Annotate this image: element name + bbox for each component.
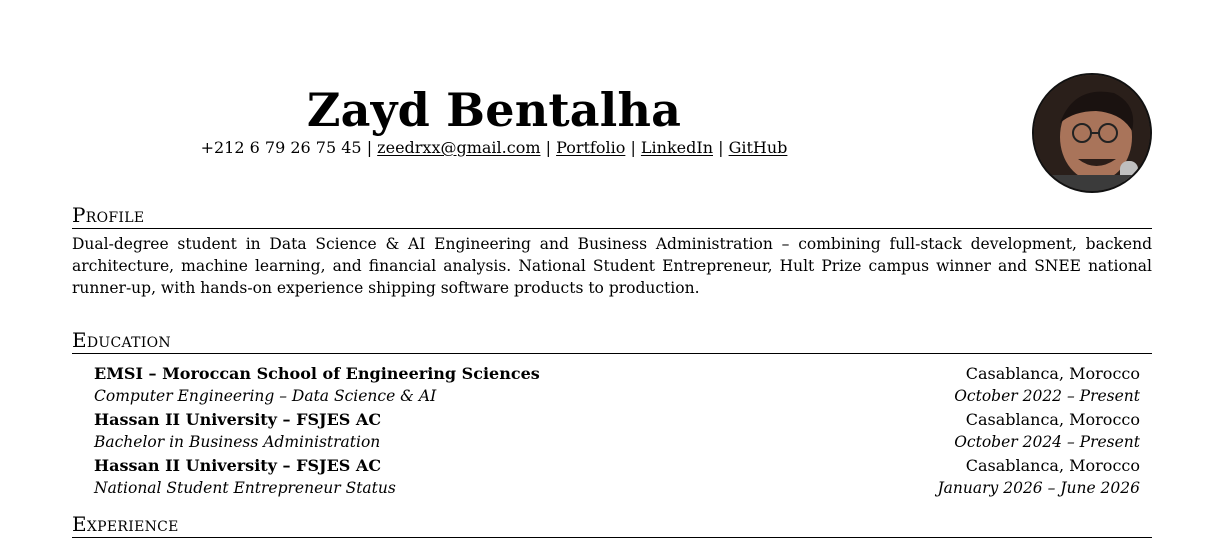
- education-section: [72, 328, 1152, 500]
- candidate-name: Zayd Bentalha: [306, 83, 682, 137]
- phone-number: +212 6 79 26 75 45: [200, 137, 362, 157]
- portfolio-link[interactable]: Portfolio: [556, 137, 626, 157]
- linkedin-link[interactable]: LinkedIn: [640, 137, 713, 157]
- section-title-profile: Profile: [72, 203, 1152, 229]
- school-name: EMSI – Moroccan School of Engineering Sciences: [94, 364, 540, 383]
- education-entry: [94, 362, 1140, 385]
- profile-section: [72, 203, 1152, 299]
- separator: |: [366, 137, 373, 157]
- contact-line: [0, 138, 988, 158]
- education-detail: [94, 477, 1140, 500]
- separator: |: [630, 137, 636, 157]
- school-location: Casablanca, Morocco: [965, 456, 1140, 475]
- email-link[interactable]: zeedrxx@gmail.com: [377, 137, 541, 157]
- degree-name: National Student Entrepreneur Status: [94, 479, 396, 497]
- degree-name: Computer Engineering – Data Science & AI: [94, 387, 437, 405]
- portrait-image: [1034, 75, 1150, 191]
- section-title-education: Education: [72, 328, 1152, 354]
- education-entry: [94, 408, 1140, 431]
- education-entry: [94, 454, 1140, 477]
- separator: |: [545, 137, 551, 157]
- section-title-experience: Experience: [72, 512, 1152, 538]
- school-location: Casablanca, Morocco: [965, 364, 1140, 383]
- school-location: Casablanca, Morocco: [965, 410, 1140, 429]
- study-dates: October 2022 – Present: [954, 387, 1140, 405]
- education-detail: [94, 385, 1140, 408]
- education-detail: [94, 431, 1140, 454]
- separator: |: [718, 137, 724, 157]
- study-dates: October 2024 – Present: [954, 433, 1140, 451]
- profile-photo: [1032, 73, 1152, 193]
- school-name: Hassan II University – FSJES AC: [94, 410, 382, 429]
- school-name: Hassan II University – FSJES AC: [94, 456, 382, 475]
- experience-section: [72, 512, 1152, 538]
- degree-name: Bachelor in Business Administration: [94, 433, 381, 451]
- profile-summary: Dual-degree student in Data Science & AI Engineering and Business Administration – combining full-stack development, backend architecture, machine learning, and financial analysis. National Student Entrepreneur, Hult Prize campus winner and SNEE national runner-up, with hands-on experience shipping software products to production.: [72, 235, 1152, 297]
- resume-header: [0, 85, 988, 158]
- study-dates: January 2026 – June 2026: [937, 479, 1140, 497]
- github-link[interactable]: GitHub: [728, 137, 788, 157]
- education-list: [72, 362, 1152, 500]
